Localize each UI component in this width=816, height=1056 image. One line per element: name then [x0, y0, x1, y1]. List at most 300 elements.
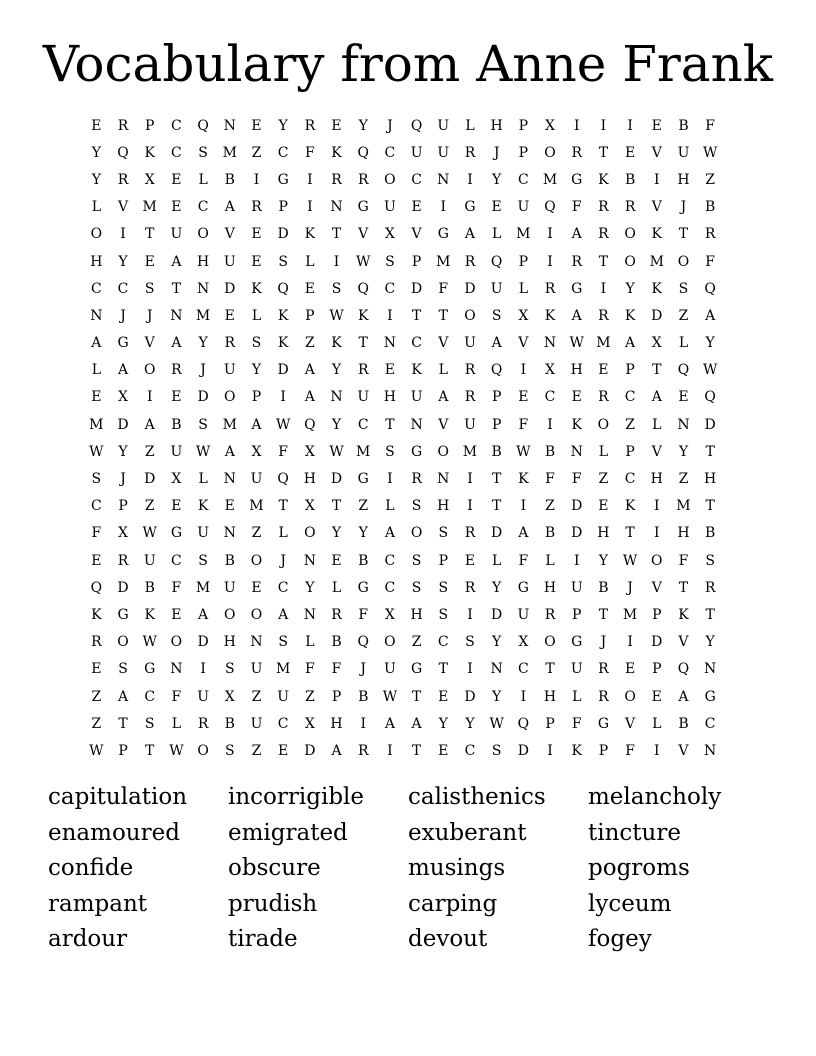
grid-letter: E — [304, 280, 315, 297]
grid-letter: O — [544, 144, 556, 161]
grid-letter: U — [223, 362, 236, 379]
grid-letter: M — [356, 443, 371, 460]
grid-letter: K — [331, 335, 342, 352]
grid-letter: H — [383, 389, 397, 406]
grid-letter: C — [171, 144, 182, 161]
grid-letter: L — [91, 362, 101, 379]
grid-letter: C — [384, 280, 396, 297]
grid-letter: Z — [91, 715, 102, 732]
grid-letter: I — [600, 280, 607, 297]
grid-letter: F — [171, 579, 182, 596]
grid-letter: S — [198, 416, 208, 433]
grid-letter: I — [547, 742, 553, 759]
grid-letter: A — [438, 389, 449, 406]
grid-letter: U — [517, 199, 530, 216]
grid-letter: S — [705, 552, 715, 569]
grid-letter: W — [516, 443, 531, 460]
grid-letter: N — [437, 171, 450, 188]
grid-letter: G — [117, 335, 129, 352]
grid-letter: H — [490, 117, 503, 134]
grid-letter: Y — [492, 579, 502, 596]
grid-letter: S — [385, 253, 395, 270]
grid-letter: M — [436, 253, 451, 270]
grid-letter: T — [411, 742, 422, 759]
grid-letter: I — [440, 199, 447, 216]
grid-letter: M — [676, 498, 691, 515]
grid-letter: C — [277, 579, 289, 596]
grid-letter: R — [598, 688, 609, 705]
grid-letter: O — [90, 226, 103, 243]
grid-letter: Q — [90, 579, 103, 596]
grid-letter: D — [491, 525, 503, 542]
grid-letter: V — [438, 335, 449, 352]
grid-letter: F — [571, 199, 582, 216]
grid-letter: X — [144, 171, 155, 188]
grid-letter: Y — [91, 171, 101, 188]
grid-letter: O — [117, 634, 129, 651]
grid-letter: M — [142, 199, 157, 216]
grid-letter: R — [357, 362, 369, 379]
grid-letter: N — [303, 606, 316, 623]
grid-letter: I — [387, 742, 393, 759]
grid-letter: A — [571, 226, 582, 243]
grid-row — [83, 411, 733, 438]
grid-letter: T — [598, 253, 609, 270]
grid-letter: Z — [598, 471, 609, 488]
grid-letter: J — [680, 199, 687, 216]
grid-letter: R — [464, 389, 476, 406]
grid-letter: J — [200, 362, 206, 379]
grid-letter: A — [464, 226, 476, 243]
grid-letter: O — [624, 226, 636, 243]
grid-letter: S — [385, 443, 395, 460]
grid-letter: B — [544, 525, 556, 542]
grid-letter: Y — [358, 525, 368, 542]
word-item: melancholy — [588, 784, 722, 810]
grid-letter: L — [385, 498, 395, 515]
grid-letter: P — [625, 362, 635, 379]
grid-letter: W — [702, 144, 718, 161]
grid-letter: V — [678, 742, 689, 759]
grid-letter: T — [652, 362, 662, 379]
grid-letter: E — [91, 552, 102, 569]
grid-letter: G — [704, 688, 716, 705]
grid-letter: P — [411, 253, 422, 270]
grid-letter: N — [490, 661, 503, 678]
grid-letter: I — [467, 498, 473, 515]
grid-letter: Q — [677, 661, 690, 678]
grid-letter: P — [438, 552, 448, 569]
grid-letter: O — [677, 253, 690, 270]
grid-letter: Q — [304, 416, 316, 433]
grid-letter: M — [516, 226, 531, 243]
grid-letter: K — [144, 144, 155, 161]
grid-letter: Y — [492, 634, 502, 651]
grid-letter: T — [438, 307, 448, 324]
grid-letter: O — [437, 443, 450, 460]
grid-letter: I — [547, 226, 553, 243]
word-list — [48, 780, 768, 958]
grid-letter: G — [117, 606, 129, 623]
grid-letter: N — [410, 416, 423, 433]
grid-letter: X — [118, 389, 129, 406]
grid-letter: Y — [331, 525, 342, 542]
grid-letter: X — [545, 362, 556, 379]
grid-letter: K — [197, 498, 209, 515]
grid-letter: G — [357, 199, 369, 216]
grid-letter: N — [437, 471, 450, 488]
grid-letter: Y — [118, 253, 128, 270]
grid-letter: D — [197, 634, 209, 651]
grid-letter: E — [651, 688, 662, 705]
grid-letter: L — [652, 416, 662, 433]
grid-letter: O — [224, 389, 236, 406]
grid-letter: J — [120, 307, 126, 324]
grid-letter: N — [330, 199, 343, 216]
grid-letter: F — [304, 661, 315, 678]
grid-letter: L — [678, 335, 689, 352]
grid-letter: T — [385, 416, 395, 433]
grid-letter: A — [91, 335, 102, 352]
grid-letter: Z — [251, 525, 262, 542]
grid-row — [83, 493, 733, 520]
grid-letter: T — [145, 742, 155, 759]
grid-letter: A — [678, 688, 689, 705]
grid-letter: J — [360, 661, 367, 678]
grid-letter: A — [171, 253, 182, 270]
grid-letter: V — [651, 579, 662, 596]
grid-letter: X — [518, 634, 529, 651]
word-item: lyceum — [588, 890, 672, 917]
grid-letter: S — [411, 498, 422, 515]
grid-letter: R — [598, 226, 609, 243]
grid-letter: U — [277, 688, 290, 705]
grid-letter: Z — [678, 471, 689, 488]
grid-letter: M — [89, 416, 104, 433]
grid-letter: Z — [251, 144, 262, 161]
grid-letter: E — [598, 362, 609, 379]
grid-letter: U — [437, 117, 450, 134]
grid-letter: P — [331, 688, 342, 705]
grid-letter: C — [544, 389, 556, 406]
grid-letter: J — [627, 579, 633, 596]
grid-letter: D — [517, 742, 529, 759]
grid-letter: E — [251, 253, 262, 270]
grid-letter: E — [438, 742, 449, 759]
grid-letter: L — [465, 117, 475, 134]
grid-letter: N — [170, 661, 183, 678]
grid-letter: A — [251, 416, 262, 433]
grid-letter: R — [357, 742, 369, 759]
grid-letter: F — [358, 606, 369, 623]
grid-letter: G — [571, 171, 583, 188]
grid-letter: O — [624, 253, 636, 270]
grid-letter: K — [651, 280, 663, 297]
grid-letter: I — [120, 226, 126, 243]
grid-letter: T — [678, 579, 689, 596]
grid-letter: G — [277, 171, 289, 188]
grid-letter: E — [224, 307, 235, 324]
grid-letter: L — [572, 688, 582, 705]
grid-letter: S — [678, 280, 689, 297]
grid-letter: E — [251, 579, 262, 596]
grid-row — [83, 194, 733, 221]
grid-letter: U — [197, 688, 209, 705]
grid-letter: Z — [705, 171, 716, 188]
grid-letter: K — [518, 471, 529, 488]
grid-letter: V — [438, 416, 449, 433]
grid-letter: O — [410, 525, 423, 542]
grid-letter: X — [518, 307, 529, 324]
grid-row — [83, 465, 733, 492]
grid-letter: I — [200, 661, 206, 678]
grid-letter: Q — [410, 117, 423, 134]
grid-row — [83, 302, 733, 329]
word-item: enamoured — [48, 819, 180, 846]
grid-letter: L — [518, 280, 528, 297]
grid-letter: H — [330, 715, 343, 732]
grid-letter: R — [544, 280, 556, 297]
grid-letter: P — [545, 715, 555, 732]
grid-letter: Y — [465, 715, 475, 732]
grid-letter: C — [197, 199, 209, 216]
grid-letter: T — [491, 498, 502, 515]
grid-letter: L — [305, 634, 315, 651]
grid-letter: M — [222, 144, 237, 161]
grid-letter: R — [464, 579, 476, 596]
grid-letter: F — [571, 471, 582, 488]
grid-letter: E — [251, 226, 262, 243]
grid-letter: D — [277, 362, 289, 379]
grid-letter: A — [117, 362, 129, 379]
grid-letter: S — [491, 742, 502, 759]
word-item: tincture — [588, 819, 681, 846]
grid-letter: H — [543, 579, 557, 596]
grid-letter: U — [197, 525, 209, 542]
grid-letter: C — [517, 171, 529, 188]
grid-letter: W — [142, 525, 157, 542]
grid-letter: Z — [625, 416, 635, 433]
grid-letter: V — [358, 226, 369, 243]
grid-letter: L — [198, 171, 208, 188]
grid-letter: J — [146, 307, 153, 324]
grid-letter: D — [491, 606, 503, 623]
grid-letter: S — [411, 552, 422, 569]
grid-letter: W — [702, 362, 718, 379]
grid-letter: D — [224, 280, 236, 297]
grid-letter: D — [704, 416, 716, 433]
grid-letter: J — [120, 471, 126, 488]
grid-letter: E — [251, 117, 262, 134]
grid-row — [83, 330, 733, 357]
grid-letter: P — [518, 253, 529, 270]
grid-letter: U — [464, 335, 476, 352]
grid-letter: R — [171, 362, 182, 379]
grid-letter: W — [195, 443, 211, 460]
grid-letter: T — [678, 226, 689, 243]
grid-letter: V — [678, 634, 689, 651]
grid-letter: K — [624, 307, 636, 324]
grid-letter: U — [384, 661, 396, 678]
grid-letter: I — [654, 171, 660, 188]
grid-letter: T — [545, 661, 555, 678]
grid-letter: K — [277, 307, 289, 324]
grid-letter: J — [600, 634, 607, 651]
grid-letter: Y — [678, 443, 689, 460]
grid-letter: Y — [251, 362, 262, 379]
grid-letter: P — [625, 443, 635, 460]
grid-letter: M — [596, 335, 611, 352]
grid-letter: T — [705, 443, 715, 460]
grid-letter: G — [571, 280, 583, 297]
grid-letter: I — [627, 634, 633, 651]
grid-letter: U — [570, 579, 583, 596]
grid-letter: G — [144, 661, 156, 678]
grid-letter: S — [331, 280, 342, 297]
word-item: exuberant — [408, 819, 527, 846]
grid-letter: B — [678, 117, 689, 134]
grid-letter: R — [704, 226, 716, 243]
grid-letter: Y — [438, 715, 448, 732]
word-item: musings — [408, 855, 506, 881]
grid-letter: M — [622, 606, 638, 623]
grid-letter: Z — [545, 498, 555, 515]
grid-letter: B — [705, 525, 716, 542]
grid-letter: C — [624, 471, 636, 488]
grid-letter: L — [492, 226, 502, 243]
grid-letter: A — [117, 688, 129, 705]
grid-letter: P — [518, 144, 529, 161]
grid-row — [83, 357, 733, 384]
grid-letter: P — [118, 498, 128, 515]
grid-letter: T — [598, 606, 609, 623]
grid-letter: Z — [251, 688, 262, 705]
grid-letter: C — [624, 389, 636, 406]
grid-letter: E — [624, 144, 636, 161]
grid-letter: O — [250, 552, 263, 569]
grid-letter: R — [91, 634, 102, 651]
grid-letter: T — [331, 226, 342, 243]
grid-letter: C — [704, 715, 716, 732]
grid-letter: T — [411, 688, 422, 705]
grid-letter: M — [649, 253, 664, 270]
grid-letter: R — [224, 335, 236, 352]
word-item: confide — [48, 855, 134, 881]
grid-letter: R — [464, 253, 476, 270]
grid-letter: E — [91, 389, 102, 406]
grid-letter: D — [571, 498, 583, 515]
grid-letter: A — [705, 307, 716, 324]
grid-letter: W — [489, 715, 504, 732]
grid-letter: R — [544, 606, 556, 623]
grid-letter: K — [411, 362, 422, 379]
grid-letter: D — [304, 742, 316, 759]
grid-letter: Y — [198, 335, 208, 352]
grid-letter: U — [677, 144, 690, 161]
grid-letter: R — [251, 199, 262, 216]
grid-letter: Y — [331, 362, 342, 379]
grid-letter: C — [411, 335, 422, 352]
grid-letter: P — [652, 606, 662, 623]
grid-row — [83, 710, 733, 737]
grid-letter: K — [331, 144, 342, 161]
grid-letter: I — [307, 199, 313, 216]
grid-letter: F — [518, 552, 529, 569]
grid-letter: U — [250, 661, 263, 678]
grid-letter: I — [333, 253, 340, 270]
grid-letter: C — [384, 144, 396, 161]
grid-letter: C — [357, 416, 369, 433]
grid-letter: T — [331, 498, 342, 515]
grid-letter: S — [411, 579, 422, 596]
grid-letter: F — [625, 742, 635, 759]
grid-letter: F — [438, 280, 449, 297]
grid-letter: H — [303, 471, 316, 488]
grid-letter: G — [170, 525, 182, 542]
grid-letter: E — [651, 117, 662, 134]
grid-letter: I — [387, 307, 393, 324]
grid-letter: B — [224, 552, 235, 569]
grid-letter: U — [223, 579, 236, 596]
grid-letter: N — [383, 335, 397, 352]
grid-letter: W — [142, 634, 157, 651]
grid-letter: E — [438, 688, 449, 705]
grid-letter: K — [357, 307, 369, 324]
grid-letter: H — [597, 525, 610, 542]
grid-letter: Q — [704, 389, 716, 406]
grid-letter: K — [91, 606, 102, 623]
grid-letter: C — [384, 579, 396, 596]
grid-letter: I — [573, 117, 580, 134]
grid-letter: N — [170, 307, 183, 324]
grid-letter: U — [384, 199, 396, 216]
grid-letter: O — [170, 634, 183, 651]
grid-letter: I — [573, 552, 580, 569]
grid-letter: R — [117, 117, 129, 134]
grid-letter: P — [145, 117, 155, 134]
grid-letter: T — [705, 498, 715, 515]
grid-letter: R — [464, 525, 476, 542]
word-item: fogey — [588, 926, 652, 952]
grid-letter: C — [117, 280, 129, 297]
grid-letter: G — [571, 634, 583, 651]
grid-letter: Q — [357, 280, 369, 297]
grid-letter: I — [360, 715, 366, 732]
grid-row — [83, 601, 733, 628]
grid-letter: F — [678, 552, 689, 569]
grid-letter: R — [304, 117, 316, 134]
grid-letter: Q — [117, 144, 129, 161]
grid-letter: D — [571, 525, 583, 542]
grid-letter: C — [171, 117, 182, 134]
grid-letter: A — [625, 335, 636, 352]
grid-letter: Q — [357, 144, 369, 161]
word-column — [588, 780, 768, 958]
grid-letter: I — [547, 253, 553, 270]
grid-letter: Z — [144, 443, 155, 460]
grid-letter: Z — [304, 335, 315, 352]
grid-letter: F — [304, 144, 315, 161]
grid-letter: X — [651, 335, 662, 352]
grid-letter: A — [518, 525, 529, 542]
grid-row — [83, 248, 733, 275]
grid-letter: V — [224, 226, 235, 243]
grid-letter: P — [652, 661, 662, 678]
grid-letter: S — [438, 525, 449, 542]
grid-letter: D — [410, 280, 423, 297]
grid-letter: T — [145, 226, 155, 243]
grid-letter: G — [464, 199, 476, 216]
